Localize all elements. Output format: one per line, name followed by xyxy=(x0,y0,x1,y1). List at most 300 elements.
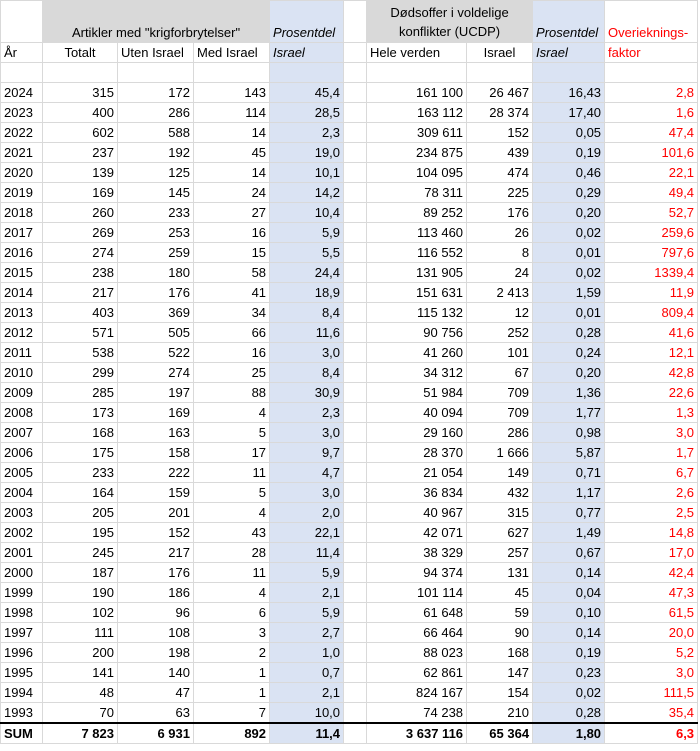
without-israel-cell[interactable]: 217 xyxy=(118,543,194,563)
world-cell[interactable]: 61 648 xyxy=(367,603,467,623)
pct-israel-deaths-cell[interactable]: 0,28 xyxy=(533,323,605,343)
pct-israel-deaths-cell[interactable]: 0,04 xyxy=(533,583,605,603)
israel-deaths-cell[interactable]: 315 xyxy=(467,503,533,523)
without-israel-cell[interactable]: 159 xyxy=(118,483,194,503)
israel-deaths-cell[interactable]: 176 xyxy=(467,203,533,223)
with-israel-cell[interactable]: 6 xyxy=(194,603,270,623)
pct-israel-cell[interactable]: 3,0 xyxy=(270,343,344,363)
total-cell[interactable]: 238 xyxy=(43,263,118,283)
cell[interactable] xyxy=(344,63,367,83)
overdek-factor-cell[interactable]: 1,3 xyxy=(605,403,698,423)
with-israel-cell[interactable]: 88 xyxy=(194,383,270,403)
israel-deaths-cell[interactable]: 432 xyxy=(467,483,533,503)
cell[interactable] xyxy=(344,1,367,43)
without-israel-cell[interactable]: 96 xyxy=(118,603,194,623)
total-cell[interactable]: 602 xyxy=(43,123,118,143)
total-cell[interactable]: 260 xyxy=(43,203,118,223)
year-cell[interactable]: 2012 xyxy=(1,323,43,343)
pct-israel-deaths-cell[interactable]: 0,77 xyxy=(533,503,605,523)
israel-deaths-cell[interactable]: 627 xyxy=(467,523,533,543)
with-israel-cell[interactable]: 28 xyxy=(194,543,270,563)
total-cell[interactable]: 315 xyxy=(43,83,118,103)
overdek-factor-cell[interactable]: 1339,4 xyxy=(605,263,698,283)
without-israel-cell[interactable]: 522 xyxy=(118,343,194,363)
world-cell[interactable]: 89 252 xyxy=(367,203,467,223)
without-israel-cell[interactable]: 172 xyxy=(118,83,194,103)
without-israel-cell[interactable]: 176 xyxy=(118,283,194,303)
year-cell[interactable]: 2005 xyxy=(1,463,43,483)
with-israel-cell[interactable]: 45 xyxy=(194,143,270,163)
pct-israel-cell[interactable]: 11,6 xyxy=(270,323,344,343)
world-cell[interactable]: 21 054 xyxy=(367,463,467,483)
year-cell[interactable]: 1996 xyxy=(1,643,43,663)
with-israel-cell[interactable]: 5 xyxy=(194,423,270,443)
pct2-header-2[interactable]: Israel xyxy=(533,43,605,63)
israel-deaths-cell[interactable]: 252 xyxy=(467,323,533,343)
without-israel-cell[interactable]: 176 xyxy=(118,563,194,583)
without-israel-cell[interactable]: 505 xyxy=(118,323,194,343)
year-cell[interactable]: 1998 xyxy=(1,603,43,623)
overdek-factor-cell[interactable]: 809,4 xyxy=(605,303,698,323)
year-cell[interactable]: 2000 xyxy=(1,563,43,583)
israel-deaths-cell[interactable]: 67 xyxy=(467,363,533,383)
cell[interactable] xyxy=(344,223,367,243)
cell[interactable] xyxy=(344,443,367,463)
pct-israel-deaths-cell[interactable]: 0,05 xyxy=(533,123,605,143)
total-cell[interactable]: 187 xyxy=(43,563,118,583)
year-cell[interactable]: 2016 xyxy=(1,243,43,263)
world-cell[interactable]: 74 238 xyxy=(367,703,467,724)
overdek-factor-cell[interactable]: 22,1 xyxy=(605,163,698,183)
israel-deaths-cell[interactable]: 1 666 xyxy=(467,443,533,463)
year-cell[interactable]: 2017 xyxy=(1,223,43,243)
israel-deaths-cell[interactable]: 154 xyxy=(467,683,533,703)
year-cell[interactable]: 1994 xyxy=(1,683,43,703)
total-cell[interactable]: 571 xyxy=(43,323,118,343)
with-israel-cell[interactable]: 11 xyxy=(194,563,270,583)
overdek-factor-cell[interactable]: 22,6 xyxy=(605,383,698,403)
cell[interactable] xyxy=(194,63,270,83)
total-cell[interactable]: 200 xyxy=(43,643,118,663)
overdek-factor-cell[interactable]: 259,6 xyxy=(605,223,698,243)
overdek-factor-cell[interactable]: 35,4 xyxy=(605,703,698,724)
israel-deaths-cell[interactable]: 26 467 xyxy=(467,83,533,103)
with-israel-cell[interactable]: 43 xyxy=(194,523,270,543)
cell[interactable] xyxy=(344,83,367,103)
pct-israel-cell[interactable]: 5,9 xyxy=(270,563,344,583)
pct-israel-deaths-cell[interactable]: 0,02 xyxy=(533,683,605,703)
total-cell[interactable]: 70 xyxy=(43,703,118,724)
year-cell[interactable]: 1997 xyxy=(1,623,43,643)
cell[interactable] xyxy=(344,43,367,63)
with-israel-cell[interactable]: 4 xyxy=(194,403,270,423)
cell[interactable] xyxy=(344,163,367,183)
year-cell[interactable]: 2019 xyxy=(1,183,43,203)
israel-deaths-cell[interactable]: 286 xyxy=(467,423,533,443)
with-israel-cell[interactable]: 25 xyxy=(194,363,270,383)
pct-israel-deaths-cell[interactable]: 0,19 xyxy=(533,143,605,163)
total-cell[interactable]: 48 xyxy=(43,683,118,703)
cell[interactable] xyxy=(270,63,344,83)
pct-israel-cell[interactable]: 30,9 xyxy=(270,383,344,403)
cell[interactable] xyxy=(344,723,367,744)
pct-israel-cell[interactable]: 28,5 xyxy=(270,103,344,123)
without-israel-cell[interactable]: 222 xyxy=(118,463,194,483)
overdek-factor-cell[interactable]: 61,5 xyxy=(605,603,698,623)
without-israel-cell[interactable]: 6 931 xyxy=(118,723,194,744)
israel-deaths-cell[interactable]: 474 xyxy=(467,163,533,183)
total-cell[interactable]: 169 xyxy=(43,183,118,203)
pct-israel-deaths-cell[interactable]: 0,98 xyxy=(533,423,605,443)
israel-header[interactable]: Israel xyxy=(467,43,533,63)
cell[interactable] xyxy=(43,63,118,83)
israel-deaths-cell[interactable]: 28 374 xyxy=(467,103,533,123)
israel-deaths-cell[interactable]: 709 xyxy=(467,403,533,423)
cell[interactable] xyxy=(344,123,367,143)
pct2-header-1[interactable]: Prosentdel xyxy=(533,1,605,43)
world-cell[interactable]: 38 329 xyxy=(367,543,467,563)
pct-israel-deaths-cell[interactable]: 0,01 xyxy=(533,243,605,263)
cell[interactable] xyxy=(605,63,698,83)
pct-israel-cell[interactable]: 1,0 xyxy=(270,643,344,663)
israel-deaths-cell[interactable]: 152 xyxy=(467,123,533,143)
overdek-factor-cell[interactable]: 49,4 xyxy=(605,183,698,203)
pct-israel-cell[interactable]: 0,7 xyxy=(270,663,344,683)
without-israel-cell[interactable]: 169 xyxy=(118,403,194,423)
with-israel-cell[interactable]: 14 xyxy=(194,123,270,143)
with-israel-cell[interactable]: 14 xyxy=(194,163,270,183)
world-cell[interactable]: 36 834 xyxy=(367,483,467,503)
cell[interactable] xyxy=(344,103,367,123)
total-cell[interactable]: 102 xyxy=(43,603,118,623)
with-israel-cell[interactable]: 16 xyxy=(194,343,270,363)
world-cell[interactable]: 3 637 116 xyxy=(367,723,467,744)
cell[interactable] xyxy=(344,603,367,623)
cell[interactable] xyxy=(344,403,367,423)
pct-israel-deaths-cell[interactable]: 0,02 xyxy=(533,263,605,283)
world-cell[interactable]: 88 023 xyxy=(367,643,467,663)
year-cell[interactable]: 2011 xyxy=(1,343,43,363)
year-cell[interactable]: 2010 xyxy=(1,363,43,383)
cell[interactable] xyxy=(344,703,367,724)
pct-israel-cell[interactable]: 19,0 xyxy=(270,143,344,163)
pct-israel-deaths-cell[interactable]: 0,01 xyxy=(533,303,605,323)
overdek-factor-cell[interactable]: 1,7 xyxy=(605,443,698,463)
with-israel-cell[interactable]: 5 xyxy=(194,483,270,503)
israel-deaths-cell[interactable]: 439 xyxy=(467,143,533,163)
world-cell[interactable]: 66 464 xyxy=(367,623,467,643)
pct-israel-cell[interactable]: 3,0 xyxy=(270,483,344,503)
overdek-factor-cell[interactable]: 12,1 xyxy=(605,343,698,363)
cell[interactable] xyxy=(344,523,367,543)
israel-deaths-cell[interactable]: 65 364 xyxy=(467,723,533,744)
pct-israel-deaths-cell[interactable]: 0,20 xyxy=(533,203,605,223)
world-cell[interactable]: 62 861 xyxy=(367,663,467,683)
israel-deaths-cell[interactable]: 709 xyxy=(467,383,533,403)
cell[interactable] xyxy=(344,503,367,523)
without-israel-cell[interactable]: 125 xyxy=(118,163,194,183)
overdek-factor-cell[interactable]: 42,8 xyxy=(605,363,698,383)
israel-deaths-cell[interactable]: 26 xyxy=(467,223,533,243)
overdek-factor-cell[interactable]: 101,6 xyxy=(605,143,698,163)
world-cell[interactable]: 104 095 xyxy=(367,163,467,183)
total-cell[interactable]: 274 xyxy=(43,243,118,263)
without-israel-cell[interactable]: 233 xyxy=(118,203,194,223)
world-cell[interactable]: 163 112 xyxy=(367,103,467,123)
pct-israel-cell[interactable]: 2,0 xyxy=(270,503,344,523)
world-cell[interactable]: 51 984 xyxy=(367,383,467,403)
without-israel-cell[interactable]: 369 xyxy=(118,303,194,323)
without-israel-cell[interactable]: 192 xyxy=(118,143,194,163)
with-israel-cell[interactable]: 143 xyxy=(194,83,270,103)
cell[interactable] xyxy=(344,423,367,443)
pct-israel-cell[interactable]: 11,4 xyxy=(270,723,344,744)
without-israel-cell[interactable]: 140 xyxy=(118,663,194,683)
pct-israel-deaths-cell[interactable]: 0,10 xyxy=(533,603,605,623)
pct-israel-cell[interactable]: 2,3 xyxy=(270,403,344,423)
world-cell[interactable]: 824 167 xyxy=(367,683,467,703)
world-cell[interactable]: 115 132 xyxy=(367,303,467,323)
without-israel-cell[interactable]: 186 xyxy=(118,583,194,603)
israel-deaths-cell[interactable]: 24 xyxy=(467,263,533,283)
pct-israel-cell[interactable]: 8,4 xyxy=(270,363,344,383)
pct-israel-cell[interactable]: 8,4 xyxy=(270,303,344,323)
cell[interactable] xyxy=(344,623,367,643)
total-cell[interactable]: 299 xyxy=(43,363,118,383)
without-israel-cell[interactable]: 47 xyxy=(118,683,194,703)
cell[interactable] xyxy=(344,303,367,323)
pct-israel-cell[interactable]: 14,2 xyxy=(270,183,344,203)
total-cell[interactable]: 141 xyxy=(43,663,118,683)
pct-israel-cell[interactable]: 24,4 xyxy=(270,263,344,283)
without-israel-cell[interactable]: 286 xyxy=(118,103,194,123)
israel-deaths-cell[interactable]: 147 xyxy=(467,663,533,683)
pct-israel-deaths-cell[interactable]: 0,23 xyxy=(533,663,605,683)
overdek-factor-cell[interactable]: 52,7 xyxy=(605,203,698,223)
israel-deaths-cell[interactable]: 210 xyxy=(467,703,533,724)
pct-israel-deaths-cell[interactable]: 0,67 xyxy=(533,543,605,563)
cell[interactable] xyxy=(344,343,367,363)
year-cell[interactable]: 1999 xyxy=(1,583,43,603)
total-cell[interactable]: 168 xyxy=(43,423,118,443)
total-cell[interactable]: 205 xyxy=(43,503,118,523)
pct-israel-cell[interactable]: 22,1 xyxy=(270,523,344,543)
israel-deaths-cell[interactable]: 131 xyxy=(467,563,533,583)
deaths-group-header[interactable] xyxy=(367,1,533,43)
year-cell[interactable]: 2008 xyxy=(1,403,43,423)
with-israel-cell[interactable]: 4 xyxy=(194,503,270,523)
overdek-factor-cell[interactable]: 2,8 xyxy=(605,83,698,103)
world-cell[interactable]: 28 370 xyxy=(367,443,467,463)
with-israel-cell[interactable]: 892 xyxy=(194,723,270,744)
year-header[interactable]: År xyxy=(1,43,43,63)
articles-group-header[interactable]: Artikler med "krigforbrytelser" xyxy=(43,1,270,43)
overdek-factor-cell[interactable]: 1,6 xyxy=(605,103,698,123)
cell[interactable] xyxy=(344,363,367,383)
total-cell[interactable]: 195 xyxy=(43,523,118,543)
israel-deaths-cell[interactable]: 90 xyxy=(467,623,533,643)
overdek-factor-cell[interactable]: 6,3 xyxy=(605,723,698,744)
overdek-factor-cell[interactable]: 2,5 xyxy=(605,503,698,523)
without-israel-cell[interactable]: 158 xyxy=(118,443,194,463)
overdek-factor-cell[interactable]: 2,6 xyxy=(605,483,698,503)
overdek-factor-cell[interactable]: 17,0 xyxy=(605,543,698,563)
pct-israel-cell[interactable]: 5,9 xyxy=(270,603,344,623)
cell[interactable] xyxy=(344,483,367,503)
total-cell[interactable]: 237 xyxy=(43,143,118,163)
pct-israel-deaths-cell[interactable]: 0,71 xyxy=(533,463,605,483)
cell[interactable] xyxy=(344,663,367,683)
world-cell[interactable]: 41 260 xyxy=(367,343,467,363)
overdek-factor-cell[interactable]: 42,4 xyxy=(605,563,698,583)
pct-israel-cell[interactable]: 3,0 xyxy=(270,423,344,443)
total-cell[interactable]: 285 xyxy=(43,383,118,403)
cell[interactable] xyxy=(467,63,533,83)
overdek-header-2[interactable]: faktor xyxy=(605,43,698,63)
overdek-factor-cell[interactable]: 47,4 xyxy=(605,123,698,143)
total-header[interactable]: Totalt xyxy=(43,43,118,63)
year-cell[interactable]: 2009 xyxy=(1,383,43,403)
overdek-factor-cell[interactable]: 11,9 xyxy=(605,283,698,303)
pct-header-2[interactable]: Israel xyxy=(270,43,344,63)
total-cell[interactable]: 403 xyxy=(43,303,118,323)
pct-israel-deaths-cell[interactable]: 1,77 xyxy=(533,403,605,423)
overdek-factor-cell[interactable]: 47,3 xyxy=(605,583,698,603)
overdek-factor-cell[interactable]: 41,6 xyxy=(605,323,698,343)
without-israel-cell[interactable]: 180 xyxy=(118,263,194,283)
with-israel-cell[interactable]: 17 xyxy=(194,443,270,463)
cell[interactable] xyxy=(344,203,367,223)
cell[interactable] xyxy=(344,683,367,703)
year-cell[interactable]: 2021 xyxy=(1,143,43,163)
pct-israel-cell[interactable]: 4,7 xyxy=(270,463,344,483)
cell[interactable] xyxy=(367,63,467,83)
total-cell[interactable]: 164 xyxy=(43,483,118,503)
pct-israel-deaths-cell[interactable]: 0,02 xyxy=(533,223,605,243)
pct-israel-cell[interactable]: 10,4 xyxy=(270,203,344,223)
pct-israel-cell[interactable]: 18,9 xyxy=(270,283,344,303)
year-cell[interactable]: 1993 xyxy=(1,703,43,724)
world-cell[interactable]: 113 460 xyxy=(367,223,467,243)
cell[interactable] xyxy=(344,283,367,303)
cell[interactable] xyxy=(344,183,367,203)
without-israel-cell[interactable]: 108 xyxy=(118,623,194,643)
israel-deaths-cell[interactable]: 257 xyxy=(467,543,533,563)
without-israel-cell[interactable]: 588 xyxy=(118,123,194,143)
pct-israel-cell[interactable]: 9,7 xyxy=(270,443,344,463)
world-cell[interactable]: 234 875 xyxy=(367,143,467,163)
year-cell[interactable]: 2004 xyxy=(1,483,43,503)
without-israel-cell[interactable]: 259 xyxy=(118,243,194,263)
world-cell[interactable]: 161 100 xyxy=(367,83,467,103)
cell[interactable] xyxy=(344,563,367,583)
world-cell[interactable]: 29 160 xyxy=(367,423,467,443)
without-header[interactable]: Uten Israel xyxy=(118,43,194,63)
israel-deaths-cell[interactable]: 8 xyxy=(467,243,533,263)
pct-israel-deaths-cell[interactable]: 0,14 xyxy=(533,563,605,583)
with-israel-cell[interactable]: 7 xyxy=(194,703,270,724)
total-cell[interactable]: 7 823 xyxy=(43,723,118,744)
year-cell[interactable]: 2006 xyxy=(1,443,43,463)
with-israel-cell[interactable]: 2 xyxy=(194,643,270,663)
israel-deaths-cell[interactable]: 45 xyxy=(467,583,533,603)
with-israel-cell[interactable]: 66 xyxy=(194,323,270,343)
pct-israel-deaths-cell[interactable]: 0,29 xyxy=(533,183,605,203)
israel-deaths-cell[interactable]: 168 xyxy=(467,643,533,663)
year-cell[interactable]: 1995 xyxy=(1,663,43,683)
cell[interactable] xyxy=(344,143,367,163)
year-cell[interactable]: 2014 xyxy=(1,283,43,303)
overdek-factor-cell[interactable]: 111,5 xyxy=(605,683,698,703)
world-cell[interactable]: 94 374 xyxy=(367,563,467,583)
world-cell[interactable]: 131 905 xyxy=(367,263,467,283)
israel-deaths-cell[interactable]: 2 413 xyxy=(467,283,533,303)
year-cell[interactable]: 2001 xyxy=(1,543,43,563)
pct-israel-deaths-cell[interactable]: 1,59 xyxy=(533,283,605,303)
total-cell[interactable]: 175 xyxy=(43,443,118,463)
israel-deaths-cell[interactable]: 59 xyxy=(467,603,533,623)
world-cell[interactable]: 101 114 xyxy=(367,583,467,603)
cell[interactable] xyxy=(344,543,367,563)
total-cell[interactable]: 245 xyxy=(43,543,118,563)
pct-israel-cell[interactable]: 11,4 xyxy=(270,543,344,563)
pct-israel-cell[interactable]: 5,5 xyxy=(270,243,344,263)
with-israel-cell[interactable]: 41 xyxy=(194,283,270,303)
total-cell[interactable]: 139 xyxy=(43,163,118,183)
with-israel-cell[interactable]: 4 xyxy=(194,583,270,603)
without-israel-cell[interactable]: 198 xyxy=(118,643,194,663)
with-israel-cell[interactable]: 16 xyxy=(194,223,270,243)
total-cell[interactable]: 190 xyxy=(43,583,118,603)
without-israel-cell[interactable]: 145 xyxy=(118,183,194,203)
total-cell[interactable]: 111 xyxy=(43,623,118,643)
world-cell[interactable]: 34 312 xyxy=(367,363,467,383)
pct-israel-deaths-cell[interactable]: 0,20 xyxy=(533,363,605,383)
world-cell[interactable]: 309 611 xyxy=(367,123,467,143)
israel-deaths-cell[interactable]: 12 xyxy=(467,303,533,323)
total-cell[interactable]: 233 xyxy=(43,463,118,483)
year-cell[interactable]: 2018 xyxy=(1,203,43,223)
cell[interactable] xyxy=(1,1,43,43)
israel-deaths-cell[interactable]: 225 xyxy=(467,183,533,203)
pct-header-1[interactable]: Prosentdel xyxy=(270,1,344,43)
world-cell[interactable]: 116 552 xyxy=(367,243,467,263)
total-cell[interactable]: 269 xyxy=(43,223,118,243)
year-cell[interactable]: 2002 xyxy=(1,523,43,543)
with-israel-cell[interactable]: 34 xyxy=(194,303,270,323)
israel-deaths-cell[interactable]: 149 xyxy=(467,463,533,483)
with-israel-cell[interactable]: 58 xyxy=(194,263,270,283)
with-israel-cell[interactable]: 1 xyxy=(194,663,270,683)
year-cell[interactable]: 2015 xyxy=(1,263,43,283)
with-israel-cell[interactable]: 11 xyxy=(194,463,270,483)
with-israel-cell[interactable]: 15 xyxy=(194,243,270,263)
pct-israel-cell[interactable]: 2,7 xyxy=(270,623,344,643)
pct-israel-deaths-cell[interactable]: 0,46 xyxy=(533,163,605,183)
cell[interactable] xyxy=(344,463,367,483)
cell[interactable] xyxy=(1,63,43,83)
overdek-factor-cell[interactable]: 3,0 xyxy=(605,423,698,443)
cell[interactable] xyxy=(344,243,367,263)
pct-israel-deaths-cell[interactable]: 0,14 xyxy=(533,623,605,643)
cell[interactable] xyxy=(533,63,605,83)
total-cell[interactable]: 217 xyxy=(43,283,118,303)
year-cell[interactable]: 2013 xyxy=(1,303,43,323)
israel-deaths-cell[interactable]: 101 xyxy=(467,343,533,363)
year-cell[interactable]: SUM xyxy=(1,723,43,744)
total-cell[interactable]: 538 xyxy=(43,343,118,363)
pct-israel-cell[interactable]: 10,0 xyxy=(270,703,344,724)
